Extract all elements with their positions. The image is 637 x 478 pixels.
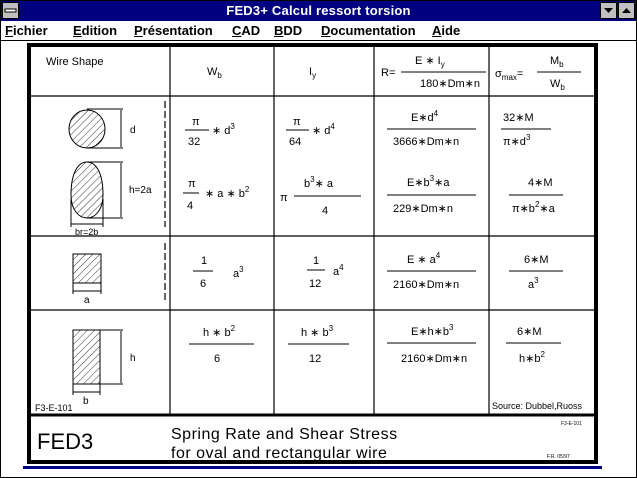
sigma-round-denominator: $\pi∗d^3$ <box>503 133 531 148</box>
source-note: Source: Dubbel,Ruoss <box>492 401 583 411</box>
r-round-numerator: $E∗d^4$ <box>411 109 439 124</box>
svg-text:b: b <box>83 396 89 407</box>
small-drawing-code: F3-E-101 <box>561 421 582 427</box>
header-sigma-denominator: $W_b$ <box>550 78 565 92</box>
iy-square-numerator: 1 <box>313 255 320 267</box>
r-rect-denominator: 2160∗Dm∗n <box>401 353 468 365</box>
r-round-denominator: 3666∗Dm∗n <box>393 136 460 148</box>
menu-bdd[interactable]: BDD <box>274 23 303 38</box>
header-r-label: R= <box>381 67 396 79</box>
round-wire-icon <box>69 110 105 148</box>
maximize-icon <box>619 3 634 18</box>
drawing-sheet <box>27 43 598 464</box>
revision-date: F.R. 05/97 <box>547 454 570 460</box>
formula-table <box>31 47 594 460</box>
wb-round-tail: ∗ $d^3$ <box>212 122 235 137</box>
minimize-icon <box>601 3 616 18</box>
sheet-bottom-border <box>23 466 602 469</box>
iy-oval-numerator: $b^3∗$ a <box>304 175 333 190</box>
sigma-rect-numerator: 6∗M <box>517 326 542 338</box>
menu-cad[interactable]: CAD <box>232 23 261 38</box>
svg-text:a: a <box>84 295 90 306</box>
sigma-round-numerator: 32∗M <box>503 112 534 124</box>
menu-presentation[interactable]: Présentation <box>134 23 213 38</box>
header-iy: $I_y$ <box>309 66 317 80</box>
drawing-code: F3-E-101 <box>35 403 73 413</box>
wb-oval-tail: ∗ a ∗ $b^2$ <box>205 185 250 200</box>
svg-text:h=2a: h=2a <box>129 185 152 196</box>
r-square-numerator: E ∗ $a^4$ <box>407 251 441 266</box>
menu-documentation[interactable]: Documentation <box>321 23 416 38</box>
r-oval-denominator: 229∗Dm∗n <box>393 203 454 215</box>
svg-text:br=2b: br=2b <box>75 227 99 237</box>
wb-oval-denominator: 4 <box>187 200 194 212</box>
wb-oval-numerator: π <box>188 178 196 190</box>
header-wb: $W_b$ <box>207 66 222 80</box>
wb-rect-numerator: h ∗ $b^2$ <box>203 324 236 339</box>
iy-round-tail: ∗ $d^4$ <box>312 122 335 137</box>
wb-round-numerator: π <box>192 116 200 128</box>
iy-oval-denominator: 4 <box>322 205 329 217</box>
wb-square-denominator: 6 <box>200 278 207 290</box>
iy-rect-denominator: 12 <box>309 353 322 365</box>
sigma-square-denominator: $a^3$ <box>528 276 539 291</box>
svg-text:h: h <box>130 353 136 364</box>
header-wire-shape: Wire Shape <box>46 56 104 68</box>
square-wire-icon <box>73 254 101 283</box>
sigma-rect-denominator: $h∗b^2$ <box>519 350 545 365</box>
r-oval-numerator: $E∗b^3∗a$ <box>407 174 450 189</box>
header-r-numerator: E ∗ $I_y$ <box>415 55 445 69</box>
iy-round-denominator: 64 <box>289 136 302 148</box>
wb-rect-denominator: 6 <box>214 353 221 365</box>
caption-line-2: for oval and rectangular wire <box>171 445 388 460</box>
wb-square-numerator: 1 <box>201 255 208 267</box>
header-sigma-label: $\sigma_{max}=$ <box>495 68 524 82</box>
header-row <box>46 55 581 92</box>
menu-edition[interactable]: Edition <box>73 23 118 38</box>
sigma-square-numerator: 6∗M <box>524 254 549 266</box>
oval-wire-icon <box>71 162 103 218</box>
maximize-button[interactable] <box>618 2 635 19</box>
iy-rect-numerator: h ∗ $b^3$ <box>301 324 334 339</box>
fed3-logo: FED3 <box>37 429 94 454</box>
menu-aide[interactable]: Aide <box>432 23 461 38</box>
wb-square-tail: $a^3$ <box>233 265 244 280</box>
menu-bar <box>1 21 636 41</box>
minimize-button[interactable] <box>600 2 617 19</box>
header-r-denominator: 180∗Dm∗n <box>420 78 481 90</box>
window-title: FED3+ Calcul ressort torsion <box>226 3 411 18</box>
r-rect-numerator: $E∗h∗b^3$ <box>411 323 454 338</box>
r-square-denominator: 2160∗Dm∗n <box>393 279 460 291</box>
iy-round-numerator: π <box>293 116 301 128</box>
formula-cells <box>183 109 563 365</box>
iy-square-tail: $a^4$ <box>333 263 344 278</box>
wb-round-denominator: 32 <box>188 136 201 148</box>
svg-text:d: d <box>130 125 136 136</box>
menu-fichier[interactable]: Fichier <box>5 23 48 38</box>
caption-line-1: Spring Rate and Shear Stress <box>171 426 398 443</box>
title-bar[interactable] <box>1 1 636 21</box>
rectangular-wire-icon <box>73 330 100 384</box>
sigma-oval-numerator: 4∗M <box>528 177 553 189</box>
wire-shape-drawings <box>69 109 152 407</box>
iy-oval-pi: π <box>280 192 288 204</box>
sigma-oval-denominator: $\pi∗b^2∗a$ <box>512 200 555 215</box>
header-sigma-numerator: $M_b$ <box>550 55 564 69</box>
iy-square-denominator: 12 <box>309 278 322 290</box>
